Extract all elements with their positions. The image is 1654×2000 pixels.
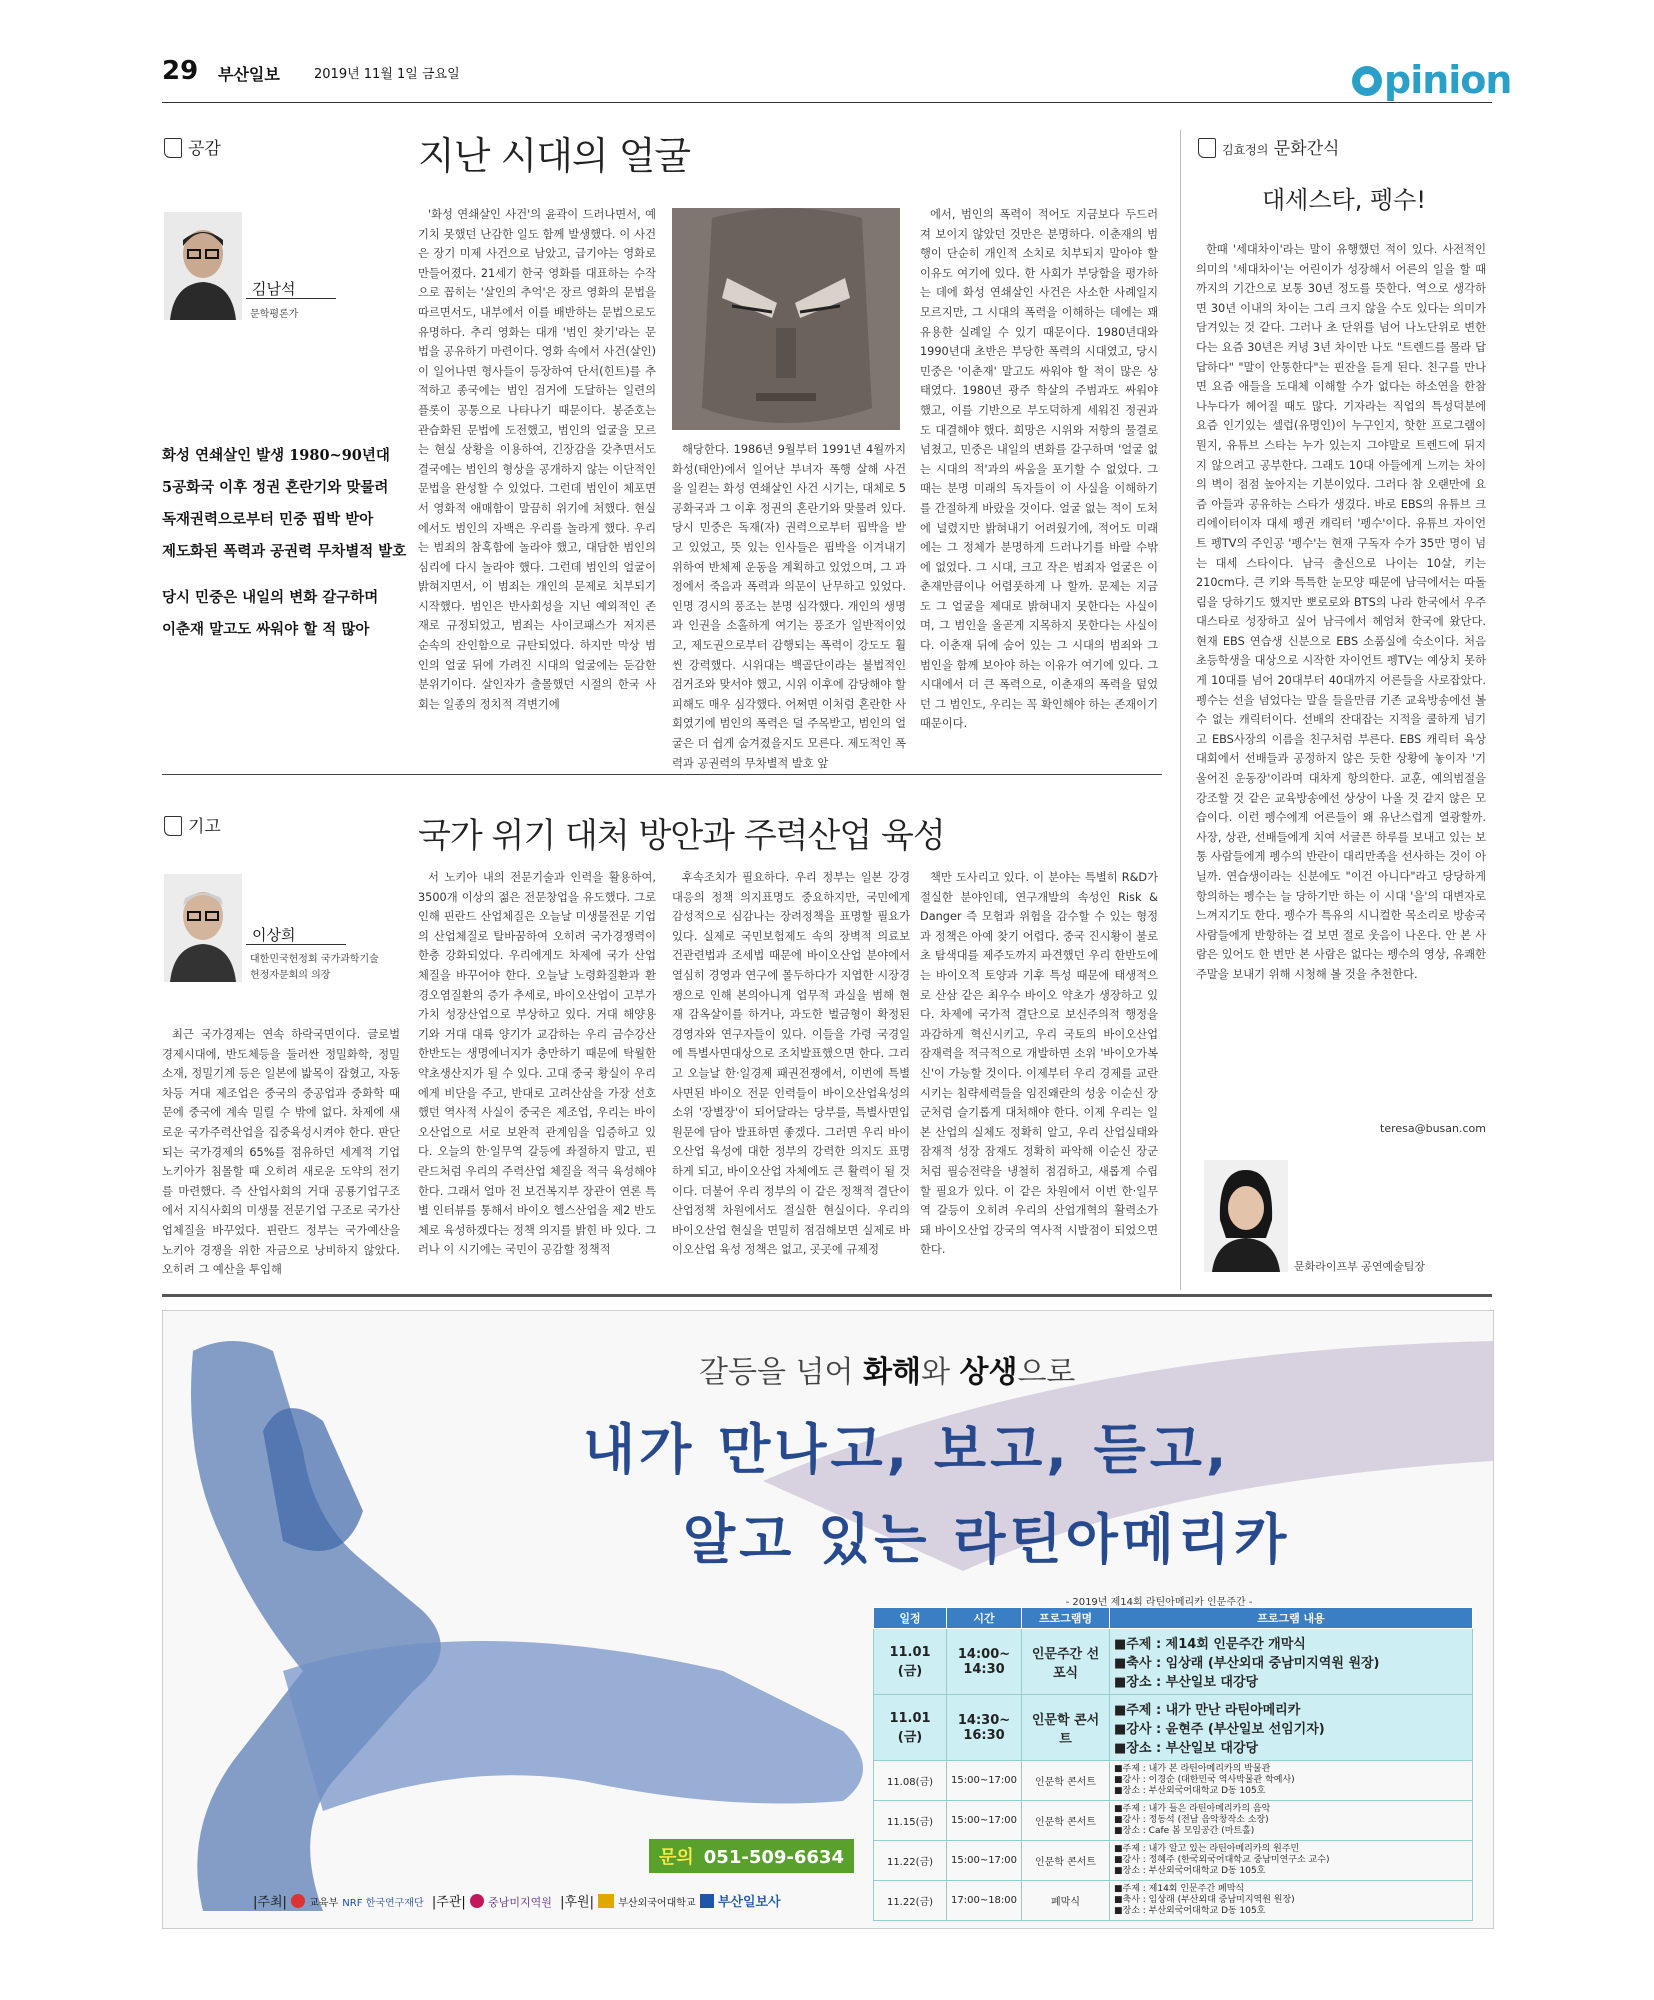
article-divider	[162, 774, 1162, 775]
subhead: 이춘재 말고도 싸워야 할 적 많아	[162, 621, 370, 638]
inquiry-badge: 문의 051-509-6634	[649, 1839, 854, 1873]
col-header: 프로그램 내용	[1110, 1608, 1473, 1629]
subhead: 제도화된 폭력과 공권력 무차별적 발호	[162, 543, 407, 560]
cell-program: 폐막식	[1022, 1881, 1110, 1921]
schedule-row	[874, 1801, 1473, 1841]
cell-time: 14:00~ 14:30	[947, 1629, 1022, 1695]
section-label-empathy: 공감	[164, 134, 221, 159]
schedule-table	[873, 1607, 1473, 1921]
cell-content: ■주제 : 내가 알고 있는 라틴아메리카의 원주민 ■강사 : 정혜주 (한국외국어대학교 중남미연구소 교수) ■장소 : 부산외국어대학교 D동 105호	[1110, 1841, 1473, 1881]
ad-title-line2: 알고 있는 라틴아메리카	[683, 1508, 1291, 1571]
col-header: 일정	[874, 1608, 947, 1629]
book-icon	[164, 138, 182, 158]
ad-subtitle: 갈등을 넘어 화해와 상생으로	[699, 1355, 1076, 1390]
book-icon	[164, 816, 182, 836]
author-rule	[246, 298, 336, 299]
cell-time: 15:00~17:00	[947, 1801, 1022, 1841]
article1-illustration	[672, 208, 900, 430]
ad-title-line1: 내가 만나고, 보고, 듣고,	[583, 1418, 1231, 1481]
issue-date: 2019년 11월 1일 금요일	[314, 67, 460, 82]
col-header: 시간	[947, 1608, 1022, 1629]
article1-body-col1: '화성 연쇄살인 사건'의 윤곽이 드러나면서, 예기치 못했던 난감한 일도 함께 발생했다. 이 사건은 장기 미제 사건으로 남았고, 급기야는 영화로 만들어졌다. 21세기 한국 영화를 대표하는 수작으로 꼽히는 '살인의 추억'은 장르 영화의 문법을 따르면서도, 내부에서 이를 배반하는 문법으로도 유명하다. 추리 영화는 대개 '범인 찾기'라는 문법을 공유하기 마련이다. 영화 속에서 사건(살인)이 일어나면 형사들이 등장하여 단서(힌트)를 추적하고 종국에는 범인 검거에 도달하는 일련의 플롯이 공통으로 나타나기 때문이다. 봉준호는 관습화된 문법에 도전했고, 범인의 얼굴을 모르는 현실 상황을 이용하여, 긴장감을 갖추면서도 결국에는 범인의 형상을 공개하지 않는 이단적인 문법을 완성할 수 있었다. 그런데 범인이 체포면서 영화적 애매함이 말끔히 위기에 처했다. 현실에서도 범인의 자백은 우리를 놀라게 했다. 우리는 범죄의 참혹함에 놀라야 했고, 대담한 범인의 심리에 다시 놀라야 했다. 그런데 범인의 얼굴이 밝혀지면서, 이 범죄는 개인의 문제로 치부되기 시작했다. 범인은 반사회성을 지닌 예외적인 존재로 규정되었고, 범죄는 사이코패스가 저지른 순속의 잔인함으로 규탄되었다. 하지만 막상 범인의 얼굴 뒤에 가려진 시대의 얼굴에는 둔감한 분위기이다. 살인자가 출몰했던 시절의 한국 사회는 일종의 정치적 격변기에	[418, 208, 656, 711]
article1-subheads	[162, 440, 412, 646]
column3-body: 한때 '세대차이'라는 말이 유행했던 적이 있다. 사전적인 의미의 '세대차이'는 어린이가 성장해서 어른의 일을 할 때까지의 기간으로 보통 30년 정도를 뜻한다. 역으로 생각하면 30년 이내의 차이는 그리 크지 않을 수도 있다는 의미가 담겨있는 것 같다. 그러나 초 단위를 넘어 나노단위로 변한다는 요즘 30년은 커녕 3년 차이만 나도 "트렌드를 몰라 답답하다" "말이 안통한다"는 핀잔을 듣게 된다. 친구를 만나면 요즘 애들을 도대체 이해할 수가 없다는 하소연을 한참 나누다가 헤어질 때도 많다. 기자라는 직업의 특성덕분에 요즘 인기있는 셀럽(유명인)이 누구인지, 핫한 프로그램이 뭔지, 유튜브 스타는 누가 있는지 그야말로 트렌드에 뒤지지 않으려고 공부한다. 그래도 10대 아들에게 느끼는 차이의 벽이 점점 높아지는 기분이었다. 그러다 참 오랜만에 요즘 아들과 공유하는 스타가 생겼다. 바로 EBS의 유튜브 크리에이터이자 대세 펭귄 캐릭터 '펭수'이다. 유튜브 자이언트 펭TV의 주인공 '펭수'는 현재 구독자 수가 35만 명이 넘는 대세 스타이다. 남극 출신으로 나이는 10살, 키는 210cm다. 큰 키와 특특한 눈모양 때문에 남극에서는 따돌림을 당하기도 했지만 뽀로로와 BTS의 나라 한국에서 우주대스타로 성장하고 싶어 남극에서 헤엄쳐 한국에 왔단다. 현재 EBS 연습생 신분으로 EBS 소품실에 숙소이다. 처음 초등학생을 대상으로 시작한 자이언트 펭TV는 예상치 못하게 10대를 넘어 20대부터 40대까지 어른들을 사로잡았다. 펭수는 선을 넘었다는 말을 들을만큼 기존 교육방송에선 볼 수 없는 캐릭터이다. 선배의 잔대잡는 지적을 쿨하게 넘기고 EBS사장의 이름을 친구처럼 부른다. EBS 캐릭터 육상대회에서 선배들과 공정하지 않은 듯한 상황에 놓이자 '기울어진 운동장'이라며 대차게 항의한다. 교훈, 예의범절을 강조할 것 같은 교육방송에선 상상이 나올 것 같지 않은 모습이다. 이런 펭수에게 어른들이 왜 유난스럽게 열광할까. 사장, 상관, 선배들에게 치여 서글픈 하루를 보내고 있는 보통 사람들에게 펭수의 반란이 대리만족을 선사하는 것이 아닐까. 연습생이라는 신분에도 "이건 아니다"라고 당당하게 항의하는 펭수는 늘 당하기만 하는 이 시대 '을'의 대변자로 느껴지기도 한다. 펭수가 특유의 시니컬한 목소리로 방송국 사람들에게 반항하는 걸 보면 절로 웃음이 나온다. 안 본 사람은 있어도 한 번만 본 사람은 없다는 펭수의 영상, 유쾌한 주말을 보내기 위해 시청해 볼 것을 추천한다.	[1196, 243, 1486, 981]
cell-content: ■주제 : 내가 들은 라틴아메리카의 음악 ■강사 : 정동석 (전남 음악창작소 소장) ■장소 : Cafe 봄 모임공간 (마트홀)	[1110, 1801, 1473, 1841]
ad-rule	[162, 1294, 1492, 1297]
cell-content: ■주제 : 제14회 인문주간 개막식 ■축사 : 임상래 (부산외대 중남미지역원 원장) ■장소 : 부산일보 대강당	[1110, 1629, 1473, 1695]
cell-time: 17:00~18:00	[947, 1881, 1022, 1921]
cell-program: 인문학 콘서트	[1022, 1801, 1110, 1841]
page-number: 29	[162, 56, 199, 86]
cell-program: 인문주간 선포식	[1022, 1629, 1110, 1695]
schedule-title: - 2019년 제14회 라틴아메리카 인문주간 -	[1065, 1597, 1253, 1608]
schedule-row	[874, 1841, 1473, 1881]
event-advertisement	[162, 1310, 1494, 1929]
section-label-contribution: 기고	[164, 812, 221, 837]
paper-name: 부산일보	[218, 65, 280, 84]
article2-body-col2: 후속조치가 필요하다. 우리 정부는 일본 강경 대응의 정책 의지표명도 중요하지만, 국민에게 감성적으로 심감나는 장려정책을 표명할 필요가 있다. 실제로 국민보험제도 속의 장벽적 의료보건관련법과 조세법 때문에 바이오산업 분야에서 열심히 경영과 연구에 몰두하다가 지엽한 시장경쟁으로 인해 본의아니게 업무적 과실을 범해 현재 감옥살이를 하거나, 과도한 벌금형이 확정된 경영자와 연구자들이 있다. 이들을 가령 국경일에 특별사면대상으로 조치발표했으면 한다. 그리고 오늘날 한·일경제 패권전쟁에서, 이번에 특별사면된 바이오 전문 인력들이 바이오산업육성의 소위 '장별장'이 되어달라는 당부를, 특별사면입원문에 담아 발표하면 좋겠다. 그러면 우리 바이오산업 육성에 대한 정부의 강력한 의지도 표명하게 되고, 바이오산업 자체에도 큰 활력이 될 것이다. 더불어 우리 정부의 이 같은 정책적 결단이 산업정책 차원에서도 절실한 현실이다. 우리의 바이오산업 현실을 면밀히 점검해보면 실제로 바이오산업 육성 정책은 없고, 곳곳에 규제정	[672, 871, 910, 1257]
article1-body-col3: 에서, 범인의 폭력이 적어도 지금보다 두드러져 보이지 않았던 것만은 분명하다. 이춘재의 범행이 단순히 개인적 소치로 치부되지 말아야 할 이유도 여기에 있다. 한 사회가 부당함을 평가하는 데에 화성 연쇄살인 사건은 사소한 사례일지 모르지만, 그 시대의 폭력을 이해하는 데에는 꽤 유용한 실례일 수 있기 때문이다. 1980년대와 1990년대 초반은 부당한 폭력의 시대였고, 당시 민중은 '이춘재' 말고도 싸워야 할 적이 많은 상태였다. 1980년 광주 학살의 주범과도 싸워야 했고, 이를 기반으로 부도덕하게 세워진 정권과도 대결해야 했다. 희망은 시위와 저항의 물결로 넘쳤고, 민중은 내일의 변화를 갈구하며 '얼굴 없는 시대의 적'과의 싸움을 포기할 수 없었다. 그때는 분명 미래의 독자들이 이 사실을 이해하기를 간절하게 바랐을 것이다. 얼굴 없는 적이 도처에 널렸지만 밝혀내기 어려웠기에, 적어도 미래에는 그 정체가 분명하게 드러나기를 바랄 수밖에 없었다. 그 시대, 크고 작은 범죄자 얼굴은 이춘재만큼이나 어렴풋하게 나 할까. 문제는 지금도 그 얼굴을 제대로 밝혀내지 못한다는 사실이며, 그 범인을 올곧게 지목하지 못한다는 사실이다. 이춘재 뒤에 숨어 있는 그 시대의 범죄와 그 범인을 함께 보아야 하는 이유가 여기에 있다. 그 시대에서 더 큰 폭력으로, 이춘재의 폭력을 덮었던 그 범인도, 우리는 꼭 확인해야 하는 존재이기 때문이다.	[920, 208, 1158, 731]
institute-logo-icon	[470, 1894, 484, 1908]
schedule-row	[874, 1761, 1473, 1801]
author-name: 김남석	[252, 280, 296, 298]
schedule-row	[874, 1629, 1473, 1695]
ministry-logo-icon	[291, 1894, 305, 1908]
cell-date: 11.15(금)	[874, 1801, 947, 1841]
author-role: 문화라이프부 공연예술팀장	[1294, 1260, 1426, 1273]
article1-title: 지난 시대의 얼굴	[418, 134, 691, 178]
col-header: 프로그램명	[1022, 1608, 1110, 1629]
author-photo	[164, 874, 242, 982]
schedule-header-row	[874, 1608, 1473, 1629]
article2-body-col3: 책만 도사리고 있다. 이 분야는 특별히 R&D가 절실한 분야인데, 연구개발의 속성인 Risk & Danger 즉 모험과 위험을 감수할 수 있는 형정과 정책은 아예 찾기 어렵다. 중국 진시황이 불로초 탐색대를 제주도까지 파견했던 우리 한반도에는 바이오적 토양과 기후 특성 때문에 태생적으로 산삼 같은 최우수 바이오 약초가 생장하고 있다. 차제에 국가적 결단으로 보신주의적 행정을 과감하게 혁신시키고, 우리 국토의 바이오산업 잠재력을 적극적으로 개발하면 소위 '바이오가복신'이 가능할 것이다. 이제부터 우리 경제를 교란시키는 침략세력들을 임진왜란의 성웅 이순신 장군처럼 슬기롭게 대처해야 한다. 이제 우리는 일본 산업의 실체도 정확히 알고, 우리 산업실태와 잠재적 성장 잠재도 정확히 파악해 이순신 장군처럼 필승전략을 냉철히 점검하고, 새롭게 수립할 필요가 있다. 이 같은 차원에서 이번 한·일무역 갈등이 오히려 우리의 산업개혁의 활력소가 돼 바이오산업 강국의 역사적 시발점이 되었으면 한다.	[920, 871, 1158, 1257]
cell-content: ■주제 : 내가 본 라틴아메리카의 박물관 ■강사 : 이경순 (대한민국 역사박물관 학예사) ■장소 : 부산외국어대학교 D동 105호	[1110, 1761, 1473, 1801]
subhead: 당시 민중은 내일의 변화 갈구하며	[162, 589, 379, 606]
subhead: 화성 연쇄살인 발생 1980~90년대	[162, 447, 390, 464]
organizers-row: |주최| 교육부 NRF 한국연구재단 |주관| 중남미지역원 |후원| 부산외국어대학교 부산일보사	[253, 1895, 781, 1910]
author-photo	[1204, 1160, 1288, 1272]
article2-body-col0: 최근 국가경제는 연속 하락국면이다. 글로벌 경제시대에, 반도체등을 둘러싼 정밀화학, 정밀소재, 정밀기계 등은 일본에 밟목이 잡혔고, 자동차등 거대 제조업은 중국의 중공업과 중화학 때문에 중국에 계속 밀릴 수 밖에 없다. 차제에 새로운 국가주력산업을 집중육성시켜야 한다. 판단되는 국가경제의 65%를 점유하던 세계적 기업 노키아가 침몰할 때 오히려 새로운 도약의 전기를 마련했다. 즉 산업사회의 거대 공룡기업구조에서 지식사회의 미생물 전문기업 구조로 국가산업체질을 바꾸었다. 핀란드 정부는 국가예산을 노키아 경쟁을 위한 자금으로 낭비하지 않았다. 오히려 그 예산을 투입해	[162, 1028, 400, 1277]
author-role: 대한민국헌정회 국가과학기술	[250, 954, 379, 965]
university-logo-icon	[598, 1894, 614, 1908]
cell-date: 11.22(금)	[874, 1881, 947, 1921]
subhead: 5공화국 이후 정권 혼란기와 맞물려	[162, 479, 389, 496]
cell-time: 15:00~17:00	[947, 1761, 1022, 1801]
cell-date: 11.01 (금)	[874, 1629, 947, 1695]
cell-date: 11.22(금)	[874, 1841, 947, 1881]
author-name: 이상희	[252, 926, 296, 944]
cell-content: ■주제 : 제14회 인문주간 폐막식 ■축사 : 임상래 (부산외대 중남미지역원 원장) ■장소 : 부산외국어대학교 D동 105호	[1110, 1881, 1473, 1921]
author-role: 헌정자문회의 의장	[250, 970, 331, 981]
busan-ilbo-logo-icon	[700, 1894, 714, 1908]
cell-program: 인문학 콘서트	[1022, 1695, 1110, 1761]
article1-body-col2: 해당한다. 1986년 9월부터 1991년 4월까지 화성(태안)에서 일어난 부녀자 폭행 살해 사건을 일컫는 화성 연쇄살인 사건 시기는, 대체로 5공화국과 그 이후 정권의 혼란기와 맞물려 있다. 당시 민중은 독재(자) 권력으로부터 핍박을 받고 있었고, 뜻 있는 인사들은 핍박을 이겨내기 위하여 반체제 운동을 계획하고 있었으며, 그 과정에서 죽음과 폭력과 의문이 난무하고 있었다. 인명 경시의 풍조는 분명 심각했다. 개인의 생명과 인권을 소홀하게 여기는 풍조가 일반적이었고, 제도권으로부터 감행되는 폭력이 강도도 훨씬 강력했다. 시위대는 백골단이라는 불법적인 검거조와 맞서야 했고, 시위 이후에 감당해야 할 피해도 매우 심각했다. 어쩌면 이처럼 혼란한 사회였기에 범인의 폭력은 덜 주목받고, 범인의 얼굴은 더 쉽게 숨겨졌을지도 모른다. 제도적인 폭력과 공권력의 무차별적 발호 앞	[672, 443, 906, 770]
cell-time: 15:00~17:00	[947, 1841, 1022, 1881]
header-rule	[162, 102, 1492, 103]
book-icon	[1198, 138, 1216, 158]
author-rule	[246, 944, 346, 945]
cell-date: 11.08(금)	[874, 1761, 947, 1801]
schedule-row	[874, 1695, 1473, 1761]
column3-title: 대세스타, 펭수!	[1262, 186, 1426, 214]
opinion-o-icon	[1352, 66, 1382, 96]
author-photo	[164, 212, 242, 320]
column-divider	[1180, 130, 1181, 1290]
schedule-row	[874, 1881, 1473, 1921]
article2-title: 국가 위기 대처 방안과 주력산업 육성	[418, 816, 945, 856]
article2-body-col1: 서 노키아 내의 전문기술과 인력을 활용하여, 3500개 이상의 젊은 전문창업을 유도했다. 그로 인해 핀란드 산업체질은 오늘날 미생물전문 기업의 산업체질로 탈바꿈하여 오히려 국가경쟁력이 한층 강화되었다. 우리에게도 차제에 국가 산업체질을 바꾸어야 한다. 오늘날 노령화질환과 환경오염질환의 증가 추세로, 바이오산업이 고부가가치 성장산업으로 부상하고 있다. 거대 해양용기와 거대 대륙 양기가 교감하는 우리 금수강산 한반도는 생명에너지가 충만하기 때문에 탁월한 약초생산지가 될 수 있다. 고대 중국 황실이 우리에게 비단을 주고, 반대로 고려산삼을 가장 선호했던 역사적 사실이 중국은 제조업, 우리는 바이오산업으로 서로 보완적 관계임을 입증하고 있다. 오늘의 한·일무역 갈등에 좌절하지 말고, 핀란드처럼 우리의 주력산업 체질을 적극 육성해야 한다. 그래서 얼마 전 보건복지부 장관이 연론 특별 인터뷰를 통해서 바이오 헬스산업을 제2 반도체로 육성하겠다는 정책 의지를 밝힌 바 있다. 그러나 이 시기에는 국민이 공감할 정책적	[418, 871, 656, 1257]
cell-program: 인문학 콘서트	[1022, 1761, 1110, 1801]
author-role: 문학평론가	[250, 309, 299, 320]
section-label-culture: 김효정의 문화간식	[1198, 134, 1339, 159]
opinion-logo: pinion	[1352, 58, 1511, 102]
cell-content: ■주제 : 내가 만난 라틴아메리카 ■강사 : 윤현주 (부산일보 선임기자) ■장소 : 부산일보 대강당	[1110, 1695, 1473, 1761]
subhead: 독재권력으로부터 민중 핍박 받아	[162, 511, 374, 528]
cell-time: 14:30~ 16:30	[947, 1695, 1022, 1761]
cell-program: 인문학 콘서트	[1022, 1841, 1110, 1881]
cell-date: 11.01 (금)	[874, 1695, 947, 1761]
author-email: teresa@busan.com	[1380, 1122, 1486, 1135]
